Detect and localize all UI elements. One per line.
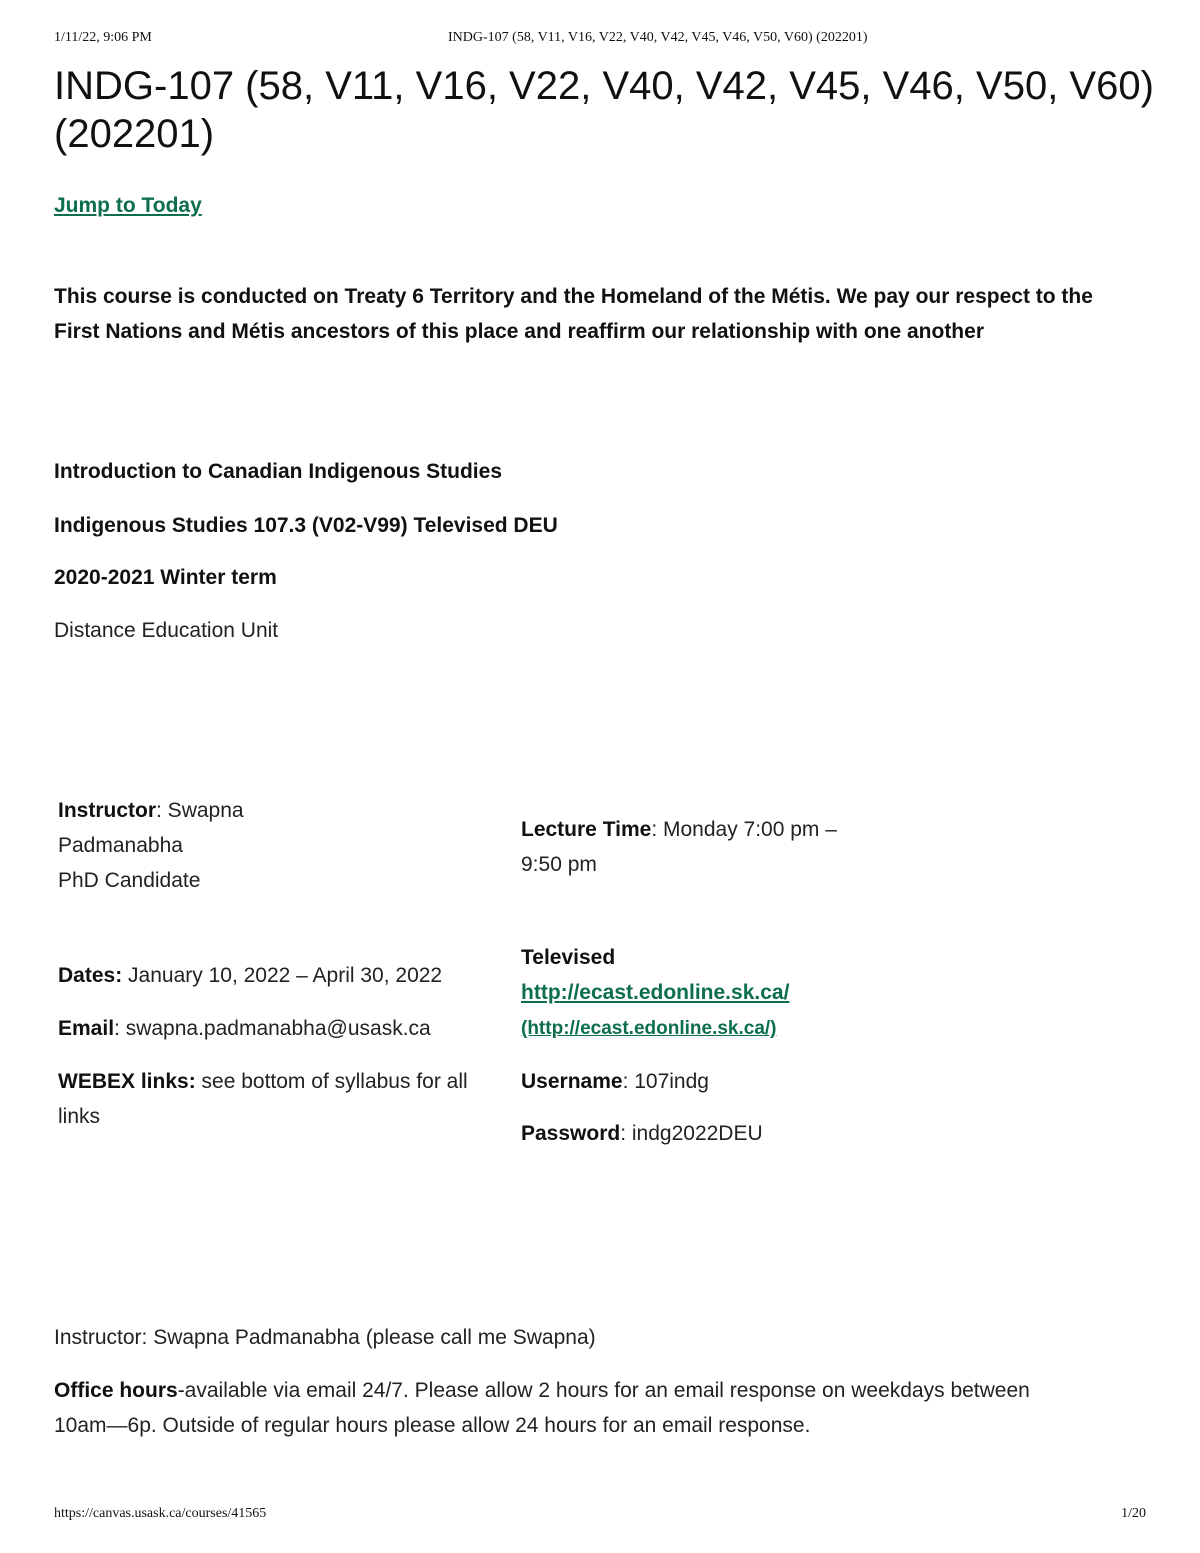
office-hours bbox=[54, 1373, 1074, 1443]
username-row bbox=[521, 1064, 941, 1099]
webex-label: WEBEX links: bbox=[58, 1070, 196, 1093]
username-label: Username bbox=[521, 1070, 623, 1093]
jump-to-today-link[interactable]: Jump to Today bbox=[54, 194, 202, 217]
email-row bbox=[58, 1011, 508, 1046]
instructor-credential: PhD Candidate bbox=[58, 869, 201, 892]
course-code: Indigenous Studies 107.3 (V02-V99) Televised DEU bbox=[54, 514, 558, 537]
email-label: Email bbox=[58, 1017, 115, 1040]
password-label: Password bbox=[521, 1122, 621, 1145]
dates-value: January 10, 2022 – April 30, 2022 bbox=[122, 964, 443, 987]
instructor-block bbox=[58, 793, 498, 898]
course-name: Introduction to Canadian Indigenous Studies bbox=[54, 460, 502, 483]
lecture-time-label: Lecture Time bbox=[521, 818, 652, 841]
televised-block bbox=[521, 940, 941, 1046]
land-acknowledgement: This course is conducted on Treaty 6 Territory and the Homeland of the Métis. We pay our respect to the First Nations and Métis ancestors of this place and reaffirm our relationship with one another bbox=[54, 285, 1093, 343]
course-unit: Distance Education Unit bbox=[54, 619, 279, 642]
dates-row bbox=[58, 958, 508, 993]
dates-label: Dates: bbox=[58, 964, 123, 987]
print-page-number: 1/20 bbox=[1121, 1506, 1146, 1521]
print-date-time: 1/11/22, 9:06 PM bbox=[54, 30, 152, 45]
print-footer bbox=[54, 1506, 1146, 1526]
instructor-label: Instructor bbox=[58, 799, 157, 822]
televised-link[interactable]: http://ecast.edonline.sk.ca/ bbox=[521, 981, 790, 1004]
username-value: : 107indg bbox=[622, 1070, 709, 1093]
course-term: 2020-2021 Winter term bbox=[54, 566, 277, 589]
print-header bbox=[54, 30, 1146, 50]
office-hours-text: -available via email 24/7. Please allow 2 hours for an email response on weekdays between 10am—6p. Outside of regular hours please allow 24 hours for an email response. bbox=[54, 1379, 1030, 1437]
webex-value: see bottom of syllabus for all links bbox=[58, 1070, 468, 1128]
office-hours-label: Office hours bbox=[54, 1379, 178, 1402]
televised-label: Televised bbox=[521, 946, 616, 969]
televised-link-paren[interactable]: (http://ecast.edonline.sk.ca/) bbox=[521, 1018, 777, 1039]
page-title: INDG-107 (58, V11, V16, V22, V40, V42, V45, V46, V50, V60) (202201) bbox=[54, 64, 1154, 156]
lecture-time-block bbox=[521, 812, 901, 882]
print-page-title: INDG-107 (58, V11, V16, V22, V40, V42, V45, V46, V50, V60) (202201) bbox=[448, 30, 868, 45]
print-url: https://canvas.usask.ca/courses/41565 bbox=[54, 1506, 267, 1521]
lecture-time-value: : Monday 7:00 pm – bbox=[651, 818, 837, 841]
password-value: : indg2022DEU bbox=[620, 1122, 763, 1145]
instructor-note: Instructor: Swapna Padmanabha (please call me Swapna) bbox=[54, 1326, 596, 1349]
instructor-name: : Swapna bbox=[156, 799, 244, 822]
webex-row bbox=[58, 1064, 498, 1134]
lecture-time-value-line2: 9:50 pm bbox=[521, 853, 597, 876]
instructor-name-line2: Padmanabha bbox=[58, 834, 183, 857]
password-row bbox=[521, 1116, 941, 1151]
email-value: : swapna.padmanabha@usask.ca bbox=[114, 1017, 431, 1040]
